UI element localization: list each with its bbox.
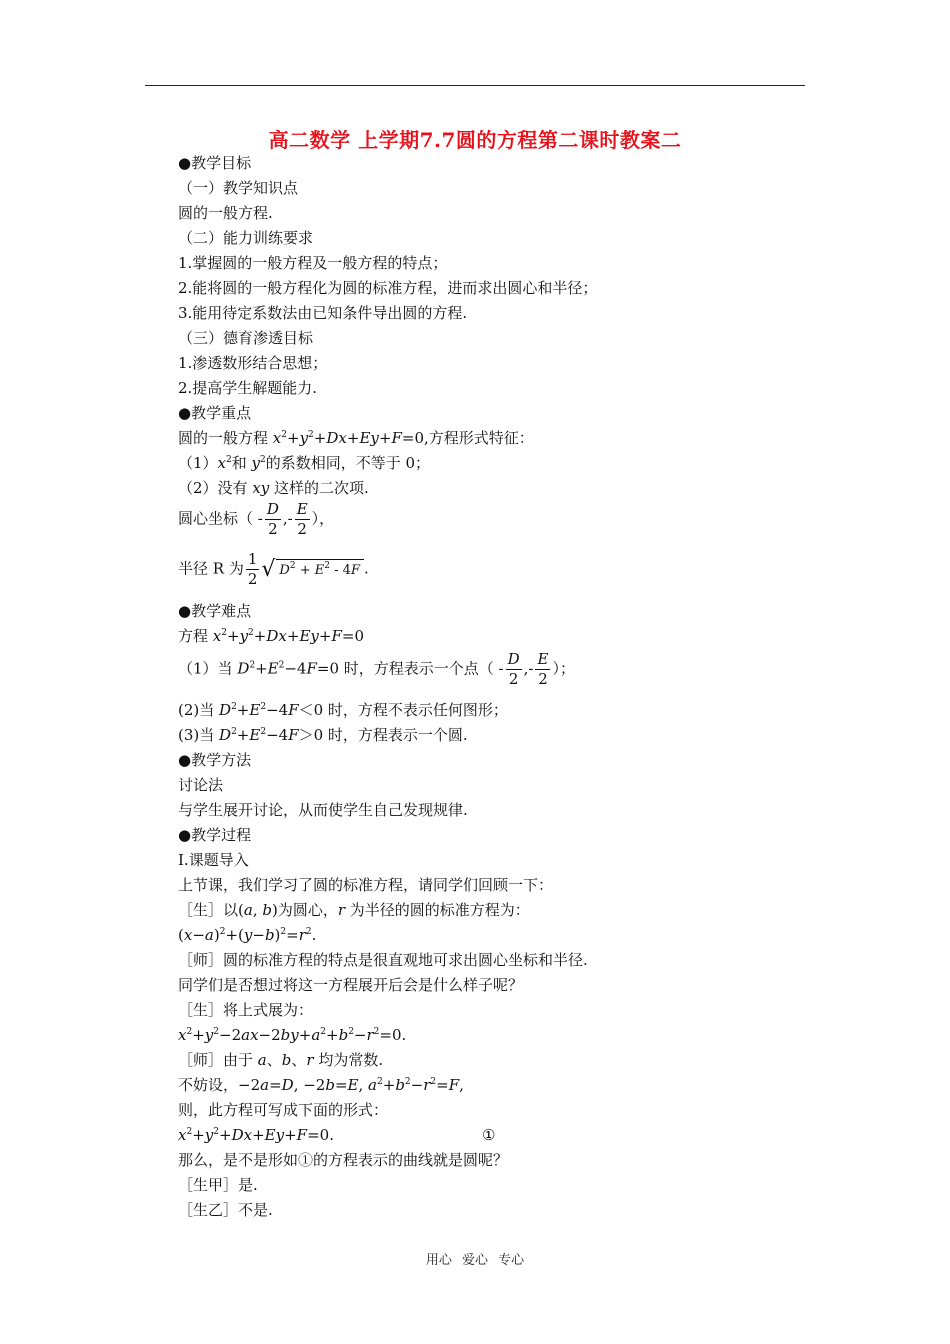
page-footer: 用心 爱心 专心	[425, 1253, 525, 1268]
goals-sub1-text: 圆的一般方程.	[178, 204, 273, 222]
process-p12: 那么，是不是形如①的方程表示的曲线就是圆呢？	[178, 1151, 509, 1169]
goals-sub2-item: 1.掌握圆的一般方程及一般方程的特点；	[178, 254, 448, 272]
goals-sub2-item: 3.能用待定系数法由已知条件导出圆的方程.	[178, 304, 468, 322]
process-p14: ［生乙］不是.	[178, 1201, 273, 1219]
difficult-case1: （1）当 $D^2+E^2-4F=0$ 时，方程表示一个点（ - $\frac{D}{2}$ ,- $\frac{E}{2}$ ）；	[178, 650, 575, 688]
process-section1: Ⅰ.课题导入	[178, 851, 249, 869]
process-p4: ［师］圆的标准方程的特点是很直观地可求出圆心坐标和半径.	[178, 951, 588, 969]
goals-heading: ●教学目标	[178, 154, 252, 172]
expanded-equation: $x^2+y^2-2ax-2by+a^2+b^2-r^2=0$.	[178, 1026, 407, 1044]
process-p9: 不妨设，−2a=D, −2b=E, $a^2+b^2-r^2=F$,	[178, 1076, 464, 1094]
fraction-d-over-2: $\frac{D}{2}$	[507, 650, 520, 688]
key-line1: 圆的一般方程 $x^2+y^2+Dx+Ey+F=0$,方程形式特征：	[178, 429, 534, 447]
circled-number-one: ①	[482, 1126, 496, 1144]
process-p5: 同学们是否想过将这一方程展开后会是什么样子呢？	[178, 976, 524, 994]
method-desc: 与学生展开讨论，从而使学生自己发现规律.	[178, 801, 468, 819]
goals-sub2-item: 2.能将圆的一般方程化为圆的标准方程，进而求出圆心和半径；	[178, 279, 598, 297]
page-title: 高二数学 上学期7.7圆的方程第二课时教案二	[268, 128, 682, 152]
radius-formula: 半径 R 为 $\frac{1}{2}$ √ $D^2 + E^2 - 4F$ .	[178, 550, 369, 588]
key-item1: $(1)x^2$和 $y^2$的系数相同，不等于 0；	[178, 454, 431, 472]
process-p13: ［生甲］是.	[178, 1176, 258, 1194]
goals-sub2: （二）能力训练要求	[178, 229, 314, 247]
difficult-heading: ●教学难点	[178, 602, 252, 620]
goals-sub1: （一）教学知识点	[178, 179, 299, 197]
difficult-case3: (3)当 $D^2+E^2-4F>0$ 时，方程表示一个圆.	[178, 726, 468, 744]
general-equation: $x^2+y^2+Dx+Ey+F=0$	[272, 429, 424, 447]
fraction-one-half: $\frac{1}{2}$	[247, 550, 258, 588]
fraction-d-over-2: $\frac{D}{2}$	[266, 500, 279, 538]
key-heading: ●教学重点	[178, 404, 252, 422]
method-name: 讨论法	[178, 776, 224, 794]
goals-sub3: （三）德育渗透目标	[178, 329, 314, 347]
process-p8: ［师］由于 a、b、r 均为常数.	[178, 1051, 384, 1069]
process-p2: ［生］以(a, b)为圆心，r 为半径的圆的标准方程为：	[178, 901, 530, 919]
difficult-equation: 方程 $x^2+y^2+Dx+Ey+F=0$	[178, 627, 364, 645]
goals-sub3-item: 1.渗透数形结合思想；	[178, 354, 328, 372]
method-heading: ●教学方法	[178, 751, 252, 769]
equation-one: $x^2+y^2+Dx+Ey+F=0$. ①	[178, 1126, 496, 1144]
key-item2: （2）没有 xy 这样的二次项.	[178, 479, 369, 497]
center-coordinates: 圆心坐标（ - $\frac{D}{2}$ ,- $\frac{E}{2}$ ），	[178, 500, 335, 538]
process-heading: ●教学过程	[178, 826, 252, 844]
process-p6: ［生］将上式展为：	[178, 1001, 314, 1019]
process-p10: 则，此方程可写成下面的形式：	[178, 1101, 389, 1119]
fraction-e-over-2: $\frac{E}{2}$	[296, 500, 308, 538]
goals-sub3-item: 2.提高学生解题能力.	[178, 379, 318, 397]
document-body	[178, 0, 818, 1240]
sqrt-icon: √	[261, 556, 276, 582]
difficult-case2: (2)当 $D^2+E^2-4F<0$ 时，方程不表示任何图形；	[178, 701, 508, 719]
process-p1: 上节课，我们学习了圆的标准方程，请同学们回顾一下：	[178, 876, 554, 894]
fraction-e-over-2: $\frac{E}{2}$	[537, 650, 549, 688]
standard-equation: $(x-a)^2+(y-b)^2=r^2$.	[178, 926, 317, 944]
